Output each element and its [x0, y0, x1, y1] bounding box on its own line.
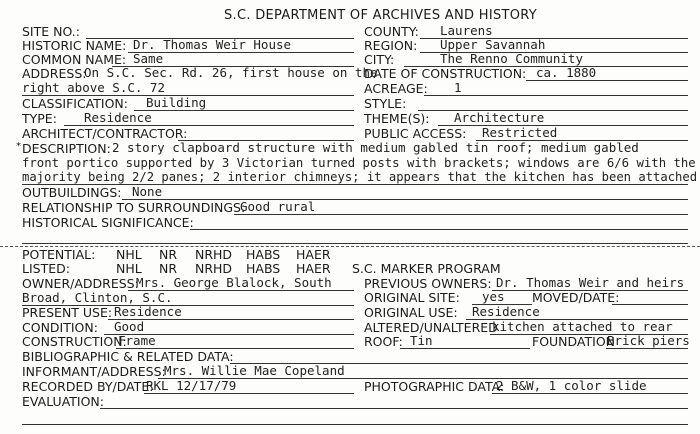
recorded-line: [144, 393, 354, 394]
architect-label: ARCHITECT/CONTRACTOR:: [22, 126, 188, 141]
public-access-value: Restricted: [482, 125, 558, 140]
evaluation-line-2: [22, 424, 688, 425]
condition-label: CONDITION:: [22, 320, 98, 335]
recorded-label: RECORDED BY/DATE:: [22, 379, 154, 394]
potential-nr: NR: [159, 247, 178, 262]
acreage-line: [424, 95, 688, 96]
construction-label: CONSTRUCTION:: [22, 334, 127, 349]
region-value: Upper Savannah: [440, 37, 546, 52]
significance-line-2: [22, 243, 688, 244]
listed-label: LISTED:: [22, 261, 70, 276]
outbuildings-label: OUTBUILDINGS:: [22, 185, 122, 200]
potential-haer: HAER: [296, 247, 331, 262]
photographic-line: [492, 393, 688, 394]
classification-label: CLASSIFICATION:: [22, 96, 128, 111]
owner-value-1: Mrs. George Blalock, South: [136, 275, 332, 290]
historic-name-label: HISTORIC NAME:: [22, 38, 127, 53]
listed-nr: NR: [159, 261, 178, 276]
construction-value: Frame: [118, 333, 156, 348]
condition-value: Good: [114, 319, 145, 334]
address-label: ADDRESS:: [22, 66, 87, 81]
asterisk-mark: *: [16, 141, 21, 152]
acreage-label: ACREAGE:: [364, 81, 428, 96]
foundation-line: [606, 348, 688, 349]
recorded-value: RKL 12/17/79: [146, 378, 237, 393]
photographic-label: PHOTOGRAPHIC DATA:: [364, 379, 505, 394]
date-line: [526, 80, 688, 81]
type-value: Residence: [84, 110, 152, 125]
site-no-label: SITE NO.:: [22, 24, 80, 39]
outbuildings-value: None: [132, 184, 163, 199]
bibliographic-label: BIBLIOGRAPHIC & RELATED DATA:: [22, 349, 234, 364]
region-label: REGION:: [364, 38, 418, 53]
potential-label: POTENTIAL:: [22, 247, 96, 262]
significance-line: [190, 229, 688, 230]
moved-label: MOVED/DATE:: [532, 290, 620, 305]
date-value: ca. 1880: [536, 65, 597, 80]
original-site-label: ORIGINAL SITE:: [364, 290, 460, 305]
roof-value: Tin: [410, 333, 433, 348]
address-value-1: On S.C. Sec. Rd. 26, first house on the: [84, 65, 378, 80]
present-use-value: Residence: [114, 304, 182, 319]
present-use-label: PRESENT USE:: [22, 305, 113, 320]
foundation-value: Brick piers: [607, 333, 690, 348]
county-label: COUNTY:: [364, 24, 419, 39]
theme-value: Architecture: [454, 110, 545, 125]
common-name-value: Same: [133, 51, 164, 66]
relationship-label: RELATIONSHIP TO SURROUNDINGS:: [22, 200, 246, 215]
listed-nrhd: NRHD: [195, 261, 233, 276]
foundation-label: FOUNDATION: [532, 334, 616, 349]
acreage-value: 1: [454, 80, 462, 95]
description-line: [22, 184, 688, 185]
theme-label: THEME(S):: [364, 111, 430, 126]
classification-line: [134, 110, 354, 111]
city-label: CITY:: [364, 52, 395, 67]
description-line-2: front portico supported by 3 Victorian turned posts with brackets; windows are 6/6 with the: [22, 156, 696, 170]
classification-value: Building: [146, 95, 207, 110]
address-value-2: right above S.C. 72: [22, 80, 165, 95]
roof-label: ROOF:: [364, 334, 403, 349]
significance-label: HISTORICAL SIGNIFICANCE:: [22, 215, 194, 230]
informant-value: Mrs. Willie Mae Copeland: [164, 363, 345, 378]
historic-name-value: Dr. Thomas Weir House: [133, 37, 292, 52]
informant-label: INFORMANT/ADDRESS:: [22, 364, 166, 379]
listed-nhl: NHL: [116, 261, 142, 276]
relationship-line: [234, 214, 688, 215]
potential-nrhd: NRHD: [195, 247, 233, 262]
listed-haer: HAER: [296, 261, 331, 276]
listed-habs: HABS: [246, 261, 281, 276]
city-value: The Renno Community: [440, 51, 583, 66]
style-label: STYLE:: [364, 96, 407, 111]
roof-line: [400, 348, 530, 349]
description-line-3: majority being 2/2 panes; 2 interior chimneys; it appears that the kitchen has been attached: [22, 170, 698, 184]
common-name-label: COMMON NAME:: [22, 52, 127, 67]
date-label: DATE OF CONSTRUCTION:: [364, 66, 527, 81]
theme-line: [438, 125, 688, 126]
form-title: S.C. DEPARTMENT OF ARCHIVES AND HISTORY: [224, 8, 538, 23]
photographic-value: 2 B&W, 1 color slide: [496, 378, 647, 393]
present-use-line: [108, 319, 354, 320]
owner-label: OWNER/ADDRESS:: [22, 276, 139, 291]
previous-owners-label: PREVIOUS OWNERS:: [364, 276, 492, 291]
section-separator: [0, 246, 700, 247]
altered-value: kitchen attached to rear: [492, 319, 673, 334]
public-access-label: PUBLIC ACCESS:: [364, 126, 467, 141]
original-use-label: ORIGINAL USE:: [364, 305, 458, 320]
description-line-1: 2 story clapboard structure with medium gabled tin roof; medium gabled: [112, 140, 639, 155]
altered-label: ALTERED/UNALTERED: [364, 320, 498, 335]
evaluation-line: [100, 408, 688, 409]
evaluation-label: EVALUATION:: [22, 394, 104, 409]
marker-program-label: S.C. MARKER PROGRAM: [352, 261, 501, 276]
description-label: DESCRIPTION:: [22, 141, 111, 156]
potential-habs: HABS: [246, 247, 281, 262]
original-use-value: Residence: [472, 304, 540, 319]
owner-value-2: Broad, Clinton, S.C.: [22, 290, 173, 305]
type-label: TYPE:: [22, 111, 57, 126]
relationship-value: Good rural: [240, 199, 316, 214]
previous-owners-value: Dr. Thomas Weir and heirs: [496, 275, 685, 290]
county-value: Laurens: [440, 23, 493, 38]
moved-line: [612, 304, 688, 305]
original-site-value: yes: [482, 289, 505, 304]
potential-nhl: NHL: [116, 247, 142, 262]
